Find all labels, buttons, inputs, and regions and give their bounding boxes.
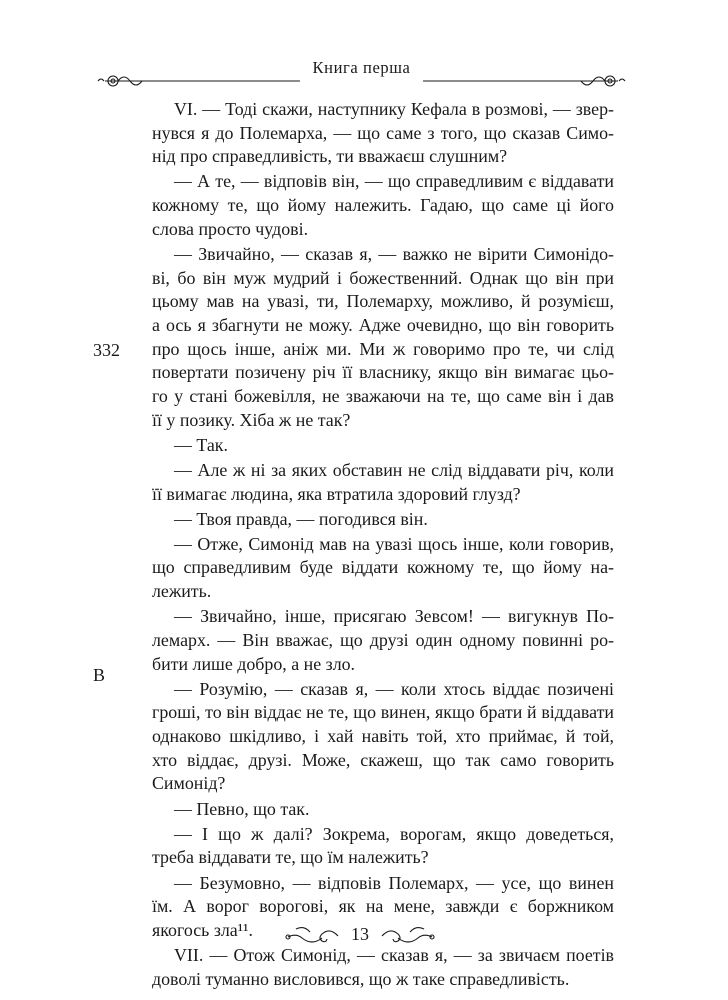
ornamental-rule bbox=[95, 66, 628, 96]
text-line: лежить. bbox=[152, 581, 212, 602]
text-line: кожному те, що йому належить. Гадаю, що саме ці його bbox=[152, 195, 614, 216]
text-line: Симонід? bbox=[152, 773, 226, 794]
text-line: треба віддавати те, що їм належить? bbox=[152, 847, 429, 868]
text-line: доволі туманно висловився, що ж таке справедливість. bbox=[152, 968, 570, 989]
text-line: — Але ж ні за яких обставин не слід віддавати річ, коли bbox=[174, 459, 614, 480]
text-line: — Твоя правда, — погодився він. bbox=[174, 508, 428, 529]
running-header bbox=[95, 52, 628, 92]
text-line: ві, бо він муж мудрий і божественний. Однак що він при bbox=[152, 267, 614, 288]
paragraph bbox=[152, 533, 614, 604]
text-line: нід про справедливість, ти вважаєш слушним? bbox=[152, 146, 508, 167]
text-line: що справедливим буде віддати кожному те, що йому на- bbox=[152, 557, 614, 578]
text-line: однаково шкідливо, і хай навіть той, хто приймає, й той, bbox=[152, 726, 614, 747]
text-line: якогось зла¹¹. bbox=[152, 919, 253, 940]
stephanus-section-letter: B bbox=[93, 665, 106, 685]
paragraph bbox=[152, 798, 614, 822]
text-line: гроші, то він віддає не те, що винен, якщо брати й віддавати bbox=[152, 702, 614, 723]
paragraph bbox=[152, 508, 614, 532]
text-line: — Так. bbox=[174, 434, 228, 455]
running-header-title: Книга перша bbox=[312, 58, 411, 77]
text-line: їм. А ворог ворогові, як на мене, завжди є боржником bbox=[152, 896, 614, 917]
paragraph bbox=[152, 605, 614, 676]
text-line: її вимагає людина, яка втратила здоровий глузд? bbox=[152, 483, 521, 504]
text-line: а ось я збагнути не можу. Адже очевидно, що він говорить bbox=[152, 314, 614, 335]
text-line: — Безумовно, — відповів Полемарх, — усе, що винен bbox=[174, 872, 614, 893]
text-line: VI. — Тоді скажи, наступнику Кефала в розмові, — звер- bbox=[174, 99, 614, 119]
text-line: повертати позичену річ її власнику, якщо він вимагає цьо- bbox=[152, 362, 614, 383]
text-line: її у позику. Хіба ж не так? bbox=[152, 409, 351, 430]
paragraph bbox=[152, 98, 614, 169]
stephanus-page-number: 332 bbox=[93, 340, 120, 360]
paragraph bbox=[152, 823, 614, 870]
text-line: — І що ж далі? Зокрема, ворогам, якщо доведеться, bbox=[174, 823, 614, 844]
text-line: про щось інше, аніж ми. Ми ж говоримо про те, чи слід bbox=[152, 338, 614, 359]
text-line: слова просто чудові. bbox=[152, 218, 309, 239]
page-footer bbox=[280, 922, 440, 950]
page-number: 13 bbox=[351, 924, 369, 944]
text-line: — А те, — відповів він, — що справедливим є віддавати bbox=[174, 171, 614, 192]
text-line: цьому мав на увазі, ти, Полемарху, можливо, й розумієш, bbox=[152, 291, 614, 312]
paragraph bbox=[152, 243, 614, 432]
text-line: хто віддає, друзі. Може, скажеш, що так само говорить bbox=[152, 749, 614, 770]
text-line: — Звичайно, — сказав я, — важко не вірити Симонідо- bbox=[174, 243, 614, 264]
footer-ornament-right bbox=[380, 922, 440, 950]
text-line: бити лише добро, а не зло. bbox=[152, 653, 356, 674]
text-line: го у стані божевілля, не зважаючи на те, що саме він і дав bbox=[152, 385, 614, 406]
paragraph bbox=[152, 434, 614, 458]
text-line: — Отже, Симонід мав на увазі щось інше, коли говорив, bbox=[174, 533, 614, 554]
paragraph bbox=[152, 678, 614, 796]
paragraph bbox=[152, 944, 614, 991]
paragraph bbox=[152, 170, 614, 241]
text-line: — Звичайно, інше, присягаю Зевсом! — вигукнув По- bbox=[174, 606, 614, 627]
paragraph bbox=[152, 459, 614, 506]
text-line: — Розумію, — сказав я, — коли хтось віддає позичені bbox=[174, 678, 614, 699]
text-line: VII. — Отож Симонід, — сказав я, — за звичаєм поетів bbox=[174, 944, 614, 965]
text-line: нувся я до Полемарха, — що саме з того, що сказав Симо- bbox=[152, 122, 614, 143]
text-line: — Певно, що так. bbox=[174, 798, 310, 819]
body-text bbox=[152, 98, 614, 993]
text-line: лемарх. — Він вважає, що друзі один одному повинні ро- bbox=[152, 629, 614, 650]
